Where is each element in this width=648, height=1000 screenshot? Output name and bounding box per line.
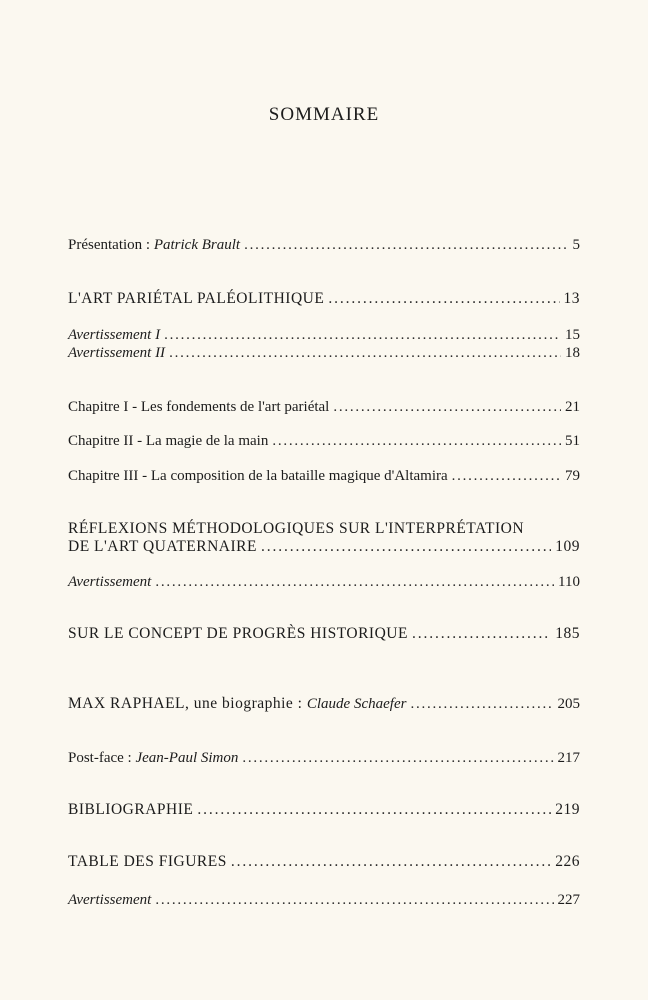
toc-entry-reflexions[interactable]	[68, 538, 580, 556]
toc-entry-label: Avertissement I	[68, 327, 161, 343]
page-number: 15	[565, 327, 580, 343]
page-title: SOMMAIRE	[268, 104, 380, 125]
dot-leader	[412, 625, 551, 643]
toc-entry-bibliographie[interactable]	[68, 801, 580, 819]
toc-entry-table-des-figures[interactable]	[68, 853, 580, 871]
dot-leader	[272, 432, 561, 450]
dot-leader	[155, 891, 553, 909]
page-number: 21	[565, 399, 580, 415]
page-number: 13	[563, 290, 580, 307]
page-number: 51	[565, 433, 580, 449]
toc-entry-label: Avertissement	[68, 892, 152, 908]
page-number: 226	[555, 853, 580, 870]
dot-leader	[169, 344, 561, 362]
page-number: 18	[565, 345, 580, 361]
toc-entry-label: Avertissement	[68, 574, 152, 590]
page-number: 5	[572, 237, 580, 253]
toc-entry-max-raphael[interactable]	[68, 695, 580, 713]
dot-leader	[410, 695, 553, 713]
toc-entry-avertissement-4[interactable]	[68, 891, 580, 909]
toc-entry-presentation[interactable]	[68, 236, 580, 254]
toc-entry-avertissement-2[interactable]	[68, 344, 580, 362]
toc-entry-label: Présentation : Patrick Brault	[68, 237, 241, 253]
dot-leader	[164, 326, 561, 344]
page-number: 185	[555, 625, 580, 642]
toc-entry-avertissement-1[interactable]	[68, 326, 580, 344]
toc-entry-label: BIBLIOGRAPHIE	[68, 801, 194, 818]
page-number: 79	[565, 468, 580, 484]
toc-entry-avertissement-3[interactable]	[68, 573, 580, 591]
toc-entry-label: Chapitre II - La magie de la main	[68, 433, 269, 449]
toc-entry-label: MAX RAPHAEL, une biographie : Claude Schaefer	[68, 695, 407, 712]
page-number: 227	[557, 892, 580, 908]
toc-entry-label: Chapitre I - Les fondements de l'art pariétal	[68, 399, 330, 415]
dot-leader	[155, 573, 554, 591]
dot-leader	[231, 853, 551, 871]
toc-entry-reflexions-first-line: RÉFLEXIONS MÉTHODOLOGIQUES SUR L'INTERPRÉTATION	[68, 520, 525, 537]
dot-leader	[452, 467, 561, 485]
toc-entry-label: Avertissement II	[68, 345, 166, 361]
toc-entry-label: DE L'ART QUATERNAIRE	[68, 538, 257, 555]
dot-leader	[328, 290, 559, 308]
page-number: 110	[558, 574, 580, 590]
toc-entry-label: SUR LE CONCEPT DE PROGRÈS HISTORIQUE	[68, 625, 408, 642]
dot-leader	[242, 749, 553, 767]
toc-entry-label: Chapitre III - La composition de la bataille magique d'Altamira	[68, 468, 448, 484]
toc-entry-postface[interactable]	[68, 749, 580, 767]
toc-entry-label: TABLE DES FIGURES	[68, 853, 227, 870]
dot-leader	[244, 236, 568, 254]
toc-entry-chapitre-1[interactable]	[68, 398, 580, 416]
page-number: 217	[557, 750, 580, 766]
page-number: 205	[557, 696, 580, 712]
dot-leader	[261, 538, 551, 556]
author-name: Jean-Paul Simon	[135, 750, 239, 766]
toc-entry-label: L'ART PARIÉTAL PALÉOLITHIQUE	[68, 290, 325, 307]
toc-entry-art-parietal[interactable]	[68, 290, 580, 308]
toc-entry-progres-historique[interactable]	[68, 625, 580, 643]
page-number: 219	[555, 801, 580, 818]
page-number: 109	[555, 538, 580, 555]
toc-entry-label: Post-face : Jean-Paul Simon	[68, 750, 239, 766]
toc-entry-chapitre-2[interactable]	[68, 432, 580, 450]
dot-leader	[197, 801, 551, 819]
author-name: Patrick Brault	[153, 237, 241, 253]
dot-leader	[333, 398, 561, 416]
author-name: Claude Schaefer	[306, 696, 407, 712]
toc-entry-chapitre-3[interactable]	[68, 467, 580, 485]
